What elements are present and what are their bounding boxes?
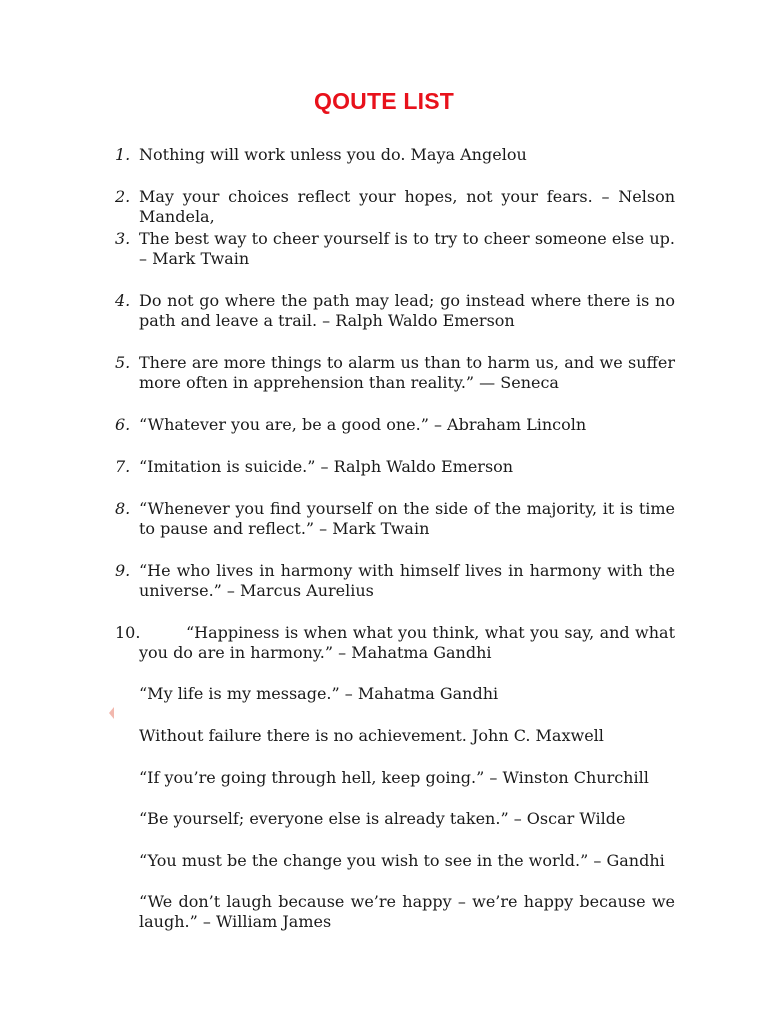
list-item: “My life is my message.” – Mahatma Gandhi <box>139 684 499 703</box>
quote-number: 1. <box>115 145 131 164</box>
list-item: There are more things to alarm us than to harm us, and we suffer more often in apprehension than reality.” — Seneca <box>139 353 675 392</box>
list-item: “Whenever you find yourself on the side of the majority, it is time to pause and reflect.” – Mark Twain <box>139 499 675 538</box>
quote-number: 2. <box>115 187 131 206</box>
list-item: “We don’t laugh because we’re happy – we’re happy because we laugh.” – William James <box>139 892 675 931</box>
quote-number: 10. <box>115 623 141 642</box>
list-item: Nothing will work unless you do. Maya Angelou <box>139 145 527 164</box>
quote-number: 6. <box>115 415 131 434</box>
list-item: “If you’re going through hell, keep going.” – Winston Churchill <box>139 768 649 787</box>
list-item: “Whatever you are, be a good one.” – Abraham Lincoln <box>139 415 587 434</box>
list-item: May your choices reflect your hopes, not your fears. – Nelson Mandela, <box>139 187 675 226</box>
quote-number: 9. <box>115 561 131 580</box>
list-item: “Happiness is when what you think, what you say, and what you do are in harmony.” – Mahatma Gandhi <box>139 623 675 662</box>
margin-marker-icon <box>109 707 114 719</box>
list-item: “Imitation is suicide.” – Ralph Waldo Emerson <box>139 457 514 476</box>
list-item: Do not go where the path may lead; go instead where there is no path and leave a trail. – Ralph Waldo Emerson <box>139 291 675 330</box>
quote-number: 8. <box>115 499 131 518</box>
quote-number: 5. <box>115 353 131 372</box>
quote-number: 7. <box>115 457 131 476</box>
list-item: “Be yourself; everyone else is already taken.” – Oscar Wilde <box>139 809 626 828</box>
list-item: “You must be the change you wish to see in the world.” – Gandhi <box>139 851 665 870</box>
quote-number: 3. <box>115 229 131 248</box>
document-title: QOUTE LIST <box>314 88 454 114</box>
list-item: “He who lives in harmony with himself lives in harmony with the universe.” – Marcus Aurelius <box>139 561 675 600</box>
list-item: Without failure there is no achievement. John C. Maxwell <box>139 726 604 745</box>
quote-number: 4. <box>115 291 131 310</box>
list-item: The best way to cheer yourself is to try to cheer someone else up. – Mark Twain <box>139 229 675 268</box>
